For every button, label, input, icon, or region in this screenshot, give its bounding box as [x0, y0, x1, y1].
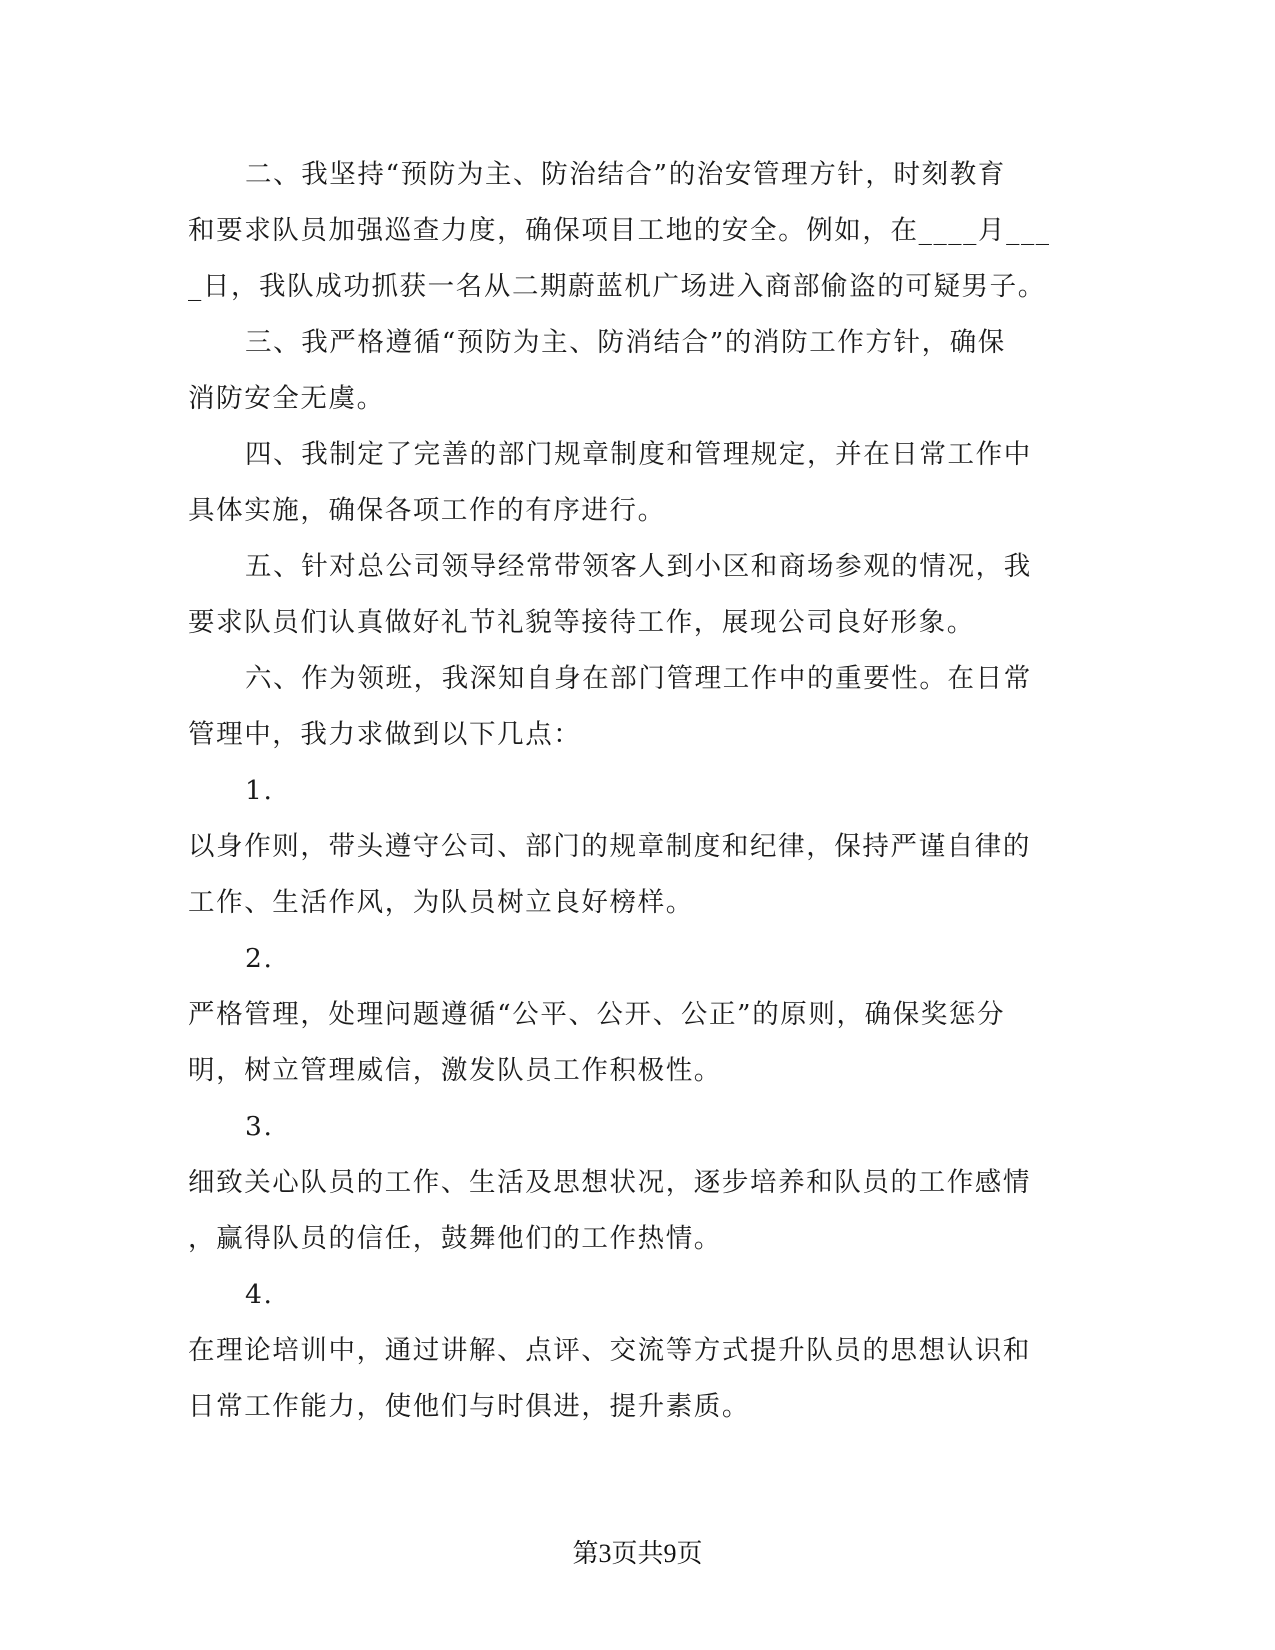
list-number-4: 4. — [245, 1279, 274, 1310]
paragraph-2-line-2: 和要求队员加强巡查力度，确保项目工地的安全。例如，在____月___ — [188, 215, 1051, 246]
paragraph-2-line-1: 二、我坚持“预防为主、防治结合”的治安管理方针，时刻教育 — [245, 159, 1006, 190]
list-item-2-line-1: 严格管理，处理问题遵循“公平、公开、公正”的原则，确保奖惩分 — [188, 999, 1006, 1030]
list-item-1-line-1: 以身作则，带头遵守公司、部门的规章制度和纪律，保持严谨自律的 — [188, 831, 1031, 862]
paragraph-5-line-2: 要求队员们认真做好礼节礼貌等接待工作，展现公司良好形象。 — [188, 607, 975, 638]
paragraph-6-line-1: 六、作为领班，我深知自身在部门管理工作中的重要性。在日常 — [245, 663, 1032, 694]
paragraph-5-line-1: 五、针对总公司领导经常带领客人到小区和商场参观的情况，我 — [245, 551, 1032, 582]
list-item-4-line-1: 在理论培训中，通过讲解、点评、交流等方式提升队员的思想认识和 — [188, 1335, 1031, 1366]
list-number-1: 1. — [245, 775, 274, 806]
list-number-2: 2. — [245, 943, 274, 974]
paragraph-2-line-3: _日，我队成功抓获一名从二期蔚蓝机广场进入商部偷盗的可疑男子。 — [188, 271, 1046, 302]
paragraph-3-line-2: 消防安全无虞。 — [188, 383, 385, 414]
list-number-3: 3. — [245, 1111, 274, 1142]
paragraph-3-line-1: 三、我严格遵循“预防为主、防消结合”的消防工作方针，确保 — [245, 327, 1006, 358]
list-item-1-line-2: 工作、生活作风，为队员树立良好榜样。 — [188, 887, 694, 918]
paragraph-4-line-1: 四、我制定了完善的部门规章制度和管理规定，并在日常工作中 — [245, 439, 1032, 470]
paragraph-4-line-2: 具体实施，确保各项工作的有序进行。 — [188, 495, 666, 526]
body-text — [188, 147, 1068, 1435]
list-item-3-line-2: ，赢得队员的信任，鼓舞他们的工作热情。 — [188, 1223, 722, 1254]
list-item-2-line-2: 明，树立管理威信，激发队员工作积极性。 — [188, 1055, 722, 1086]
page-number-footer: 第3页共9页 — [572, 1539, 703, 1568]
paragraph-6-line-2: 管理中，我力求做到以下几点： — [188, 719, 582, 750]
list-item-4-line-2: 日常工作能力，使他们与时俱进，提升素质。 — [188, 1391, 750, 1422]
list-item-3-line-1: 细致关心队员的工作、生活及思想状况，逐步培养和队员的工作感情 — [188, 1167, 1031, 1198]
